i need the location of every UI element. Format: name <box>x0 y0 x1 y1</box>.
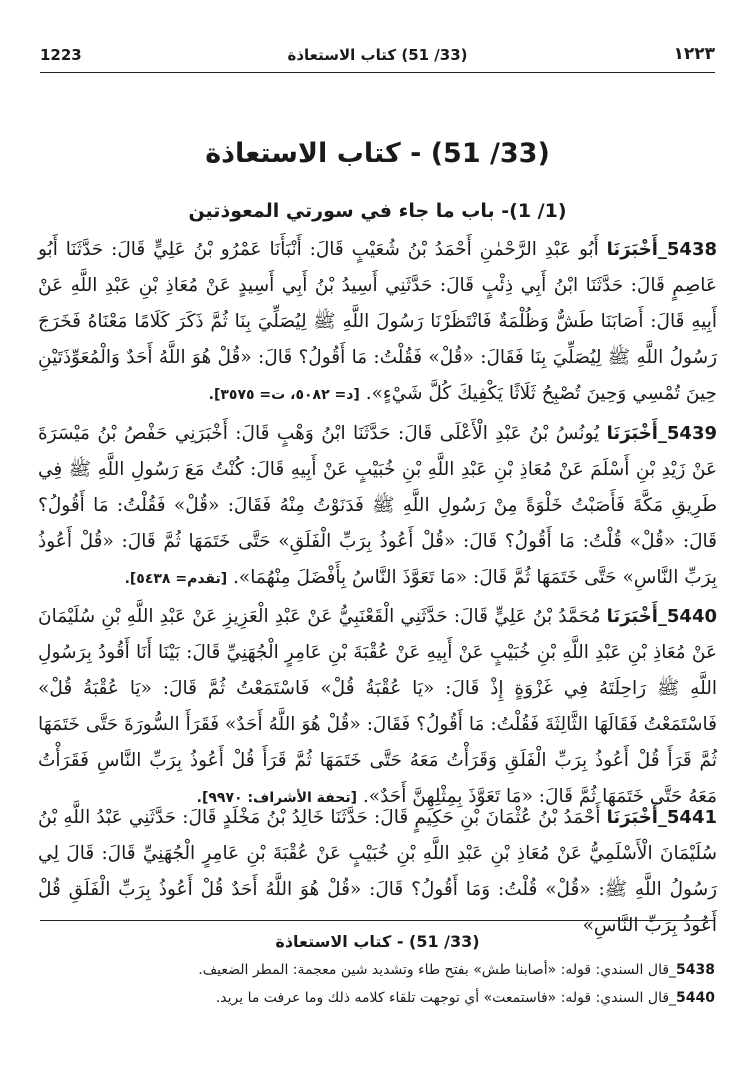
hadith-5441 <box>38 800 717 944</box>
hadith-number: 5438 <box>666 239 717 260</box>
hadith-number: 5440 <box>666 606 717 627</box>
footnote-text: _قال السندي: قوله: «فاستمعت» أي توجهت تلقاء كلامه ذلك وما عرفت ما يريد. <box>215 990 677 1006</box>
hadith-reference: [تحفة الأشراف: ٩٩٧٠]. <box>196 790 357 806</box>
footnote-5438 <box>60 962 715 978</box>
hadith-opening: _أَخْبَرَنَا <box>606 423 667 444</box>
hadith-5438 <box>38 232 717 413</box>
header-divider <box>40 72 715 73</box>
hadith-text: أَحْمَدُ بْنُ عُثْمَانَ بْنِ حَكِيمٍ قَالَ: حَدَّثَنَا خَالِدُ بْنُ مَخْلَدٍ قَالَ: حَدَّثَنِي عَبْدُ اللَّهِ بْنُ سُلَيْمَانَ الْأَسْلَمِيُّ عَنْ مُعَاذِ بْنِ عَبْدِ اللَّهِ بْنِ خُبَيْبٍ عَنْ عُقْبَةَ بْنِ عَامِرٍ الْجُهَنِيِّ قَالَ: قَالَ لِي رَسُولُ اللَّهِ ﷺ: «قُلْ» قُلْتُ: وَمَا أَقُولُ؟ قَالَ: «قُلْ هُوَ اللَّهُ أَحَدٌ قُلْ أَعُوذُ بِرَبِّ الْفَلَقِ قُلْ أَعُوذُ بِرَبِّ النَّاسِ» <box>38 807 717 936</box>
hadith-number: 5441 <box>666 807 717 828</box>
hadith-text: يُونُسُ بْنُ عَبْدِ الْأَعْلَى قَالَ: حَدَّثَنَا ابْنُ وَهْبٍ قَالَ: أَخْبَرَنِي حَفْصُ بْنُ مَيْسَرَةَ عَنْ زَيْدِ بْنِ أَسْلَمَ عَنْ مُعَاذِ بْنِ عَبْدِ اللَّهِ بْنِ خُبَيْبٍ عَنْ أَبِيهِ قَالَ: كُنْتُ مَعَ رَسُولِ اللَّهِ ﷺ فِي طَرِيقِ مَكَّةَ فَأَصَبْتُ خَلْوَةً مِنْ رَسُولِ اللَّهِ ﷺ فَدَنَوْتُ مِنْهُ فَقَالَ: «قُلْ» فَقُلْتُ: مَا أَقُولُ؟ قَالَ: «قُلْ» قُلْتُ: مَا أَقُولُ؟ قَالَ: «قُلْ أَعُوذُ بِرَبِّ الْفَلَقِ» حَتَّى خَتَمَهَا ثُمَّ قَالَ: «قُلْ أَعُوذُ بِرَبِّ النَّاسِ» حَتَّى خَتَمَهَا ثُمَّ قَالَ: «مَا تَعَوَّذَ النَّاسُ بِأَفْضَلَ مِنْهُمَا». <box>38 423 717 588</box>
hadith-opening: _أَخْبَرَنَا <box>606 606 667 627</box>
footnote-divider <box>40 920 715 921</box>
hadith-number: 5439 <box>666 423 717 444</box>
hadith-opening: _أَخْبَرَنَا <box>606 807 667 828</box>
page-number-latin: 1223 <box>40 46 82 64</box>
footnote-number: 5440 <box>676 990 715 1006</box>
running-header <box>40 42 715 72</box>
page-number-arabic: ١٢٢٣ <box>673 44 715 64</box>
footnote-text: _قال السندي: قوله: «أصابنا طش» بفتح طاء وتشديد شين معجمة: المطر الضعيف. <box>198 962 677 978</box>
hadith-text: مُحَمَّدُ بْنُ عَلِيٍّ قَالَ: حَدَّثَنِي الْقَعْنَبِيُّ عَنْ عَبْدِ الْعَزِيزِ عَنْ عَبْدِ اللَّهِ بْنِ سُلَيْمَانَ عَنْ مُعَاذِ بْنِ عَبْدِ اللَّهِ بْنِ خُبَيْبٍ عَنْ أَبِيهِ عَنْ عُقْبَةَ بْنِ عَامِرٍ الْجُهَنِيِّ قَالَ: بَيْنَا أَنَا أَقُودُ بِرَسُولِ اللَّهِ ﷺ رَاحِلَتَهُ فِي غَزْوَةٍ إِذْ قَالَ: «يَا عُقْبَةُ قُلْ» فَاسْتَمَعْتُ ثُمَّ قَالَ: «يَا عُقْبَةُ قُلْ» فَاسْتَمَعْتُ فَقَالَهَا الثَّالِثَةَ فَقُلْتُ: مَا أَقُولُ؟ فَقَالَ: «قُلْ هُوَ اللَّهُ أَحَدٌ» فَقَرَأَ السُّورَةَ حَتَّى خَتَمَهَا ثُمَّ قَرَأَ قُلْ أَعُوذُ بِرَبِّ الْفَلَقِ وَقَرَأْتُ مَعَهُ حَتَّى خَتَمَهَا ثُمَّ قَرَأَ قُلْ أَعُوذُ بِرَبِّ النَّاسِ فَقَرَأْتُ مَعَهُ حَتَّى خَتَمَهَا ثُمَّ قَالَ: «مَا تَعَوَّذَ بِمِثْلِهِنَّ أَحَدٌ». <box>38 606 717 807</box>
hadith-5440 <box>38 599 717 816</box>
hadith-5439 <box>38 416 717 597</box>
hadith-opening: _أَخْبَرَنَا <box>606 239 667 260</box>
footnote-5440 <box>60 990 715 1006</box>
hadith-reference: [تقدم= ٥٤٣٨]. <box>124 571 228 587</box>
footnote-number: 5438 <box>676 962 715 978</box>
hadith-reference: [د= ٥٠٨٢، ت= ٣٥٧٥]. <box>208 387 360 403</box>
running-title: (33/ 51) كتاب الاستعاذة <box>287 46 468 64</box>
footnote-heading: (33/ 51) - كتاب الاستعاذة <box>275 932 480 951</box>
book-title: (33/ 51) - كتاب الاستعاذة <box>205 138 550 169</box>
chapter-title: (1/ 1)- باب ما جاء في سورتي المعوذتين <box>188 200 567 222</box>
hadith-text: أَبُو عَبْدِ الرَّحْمٰنِ أَحْمَدُ بْنُ شُعَيْبٍ قَالَ: أَنْبَأَنَا عَمْرُو بْنُ عَلِيٍّ قَالَ: حَدَّثَنَا أَبُو عَاصِمٍ قَالَ: حَدَّثَنَا ابْنُ أَبِي ذِئْبٍ قَالَ: حَدَّثَنِي أَسِيدُ بْنُ أَبِي أَسِيدٍ عَنْ مُعَاذِ بْنِ عَبْدِ اللَّهِ عَنْ أَبِيهِ قَالَ: أَصَابَنَا طَشٌّ وَظُلْمَةٌ فَانْتَظَرْنَا رَسُولَ اللَّهِ ﷺ لِيُصَلِّيَ بِنَا ثُمَّ ذَكَرَ كَلَامًا مَعْنَاهُ فَخَرَجَ رَسُولُ اللَّهِ ﷺ لِيُصَلِّيَ بِنَا فَقَالَ: «قُلْ» فَقُلْتُ: مَا أَقُولُ؟ قَالَ: «قُلْ هُوَ اللَّهُ أَحَدٌ وَالْمُعَوِّذَتَيْنِ حِينَ تُمْسِي وَحِينَ تُصْبِحُ ثَلَاثًا يَكْفِيكَ كُلَّ شَيْءٍ». <box>38 239 717 404</box>
